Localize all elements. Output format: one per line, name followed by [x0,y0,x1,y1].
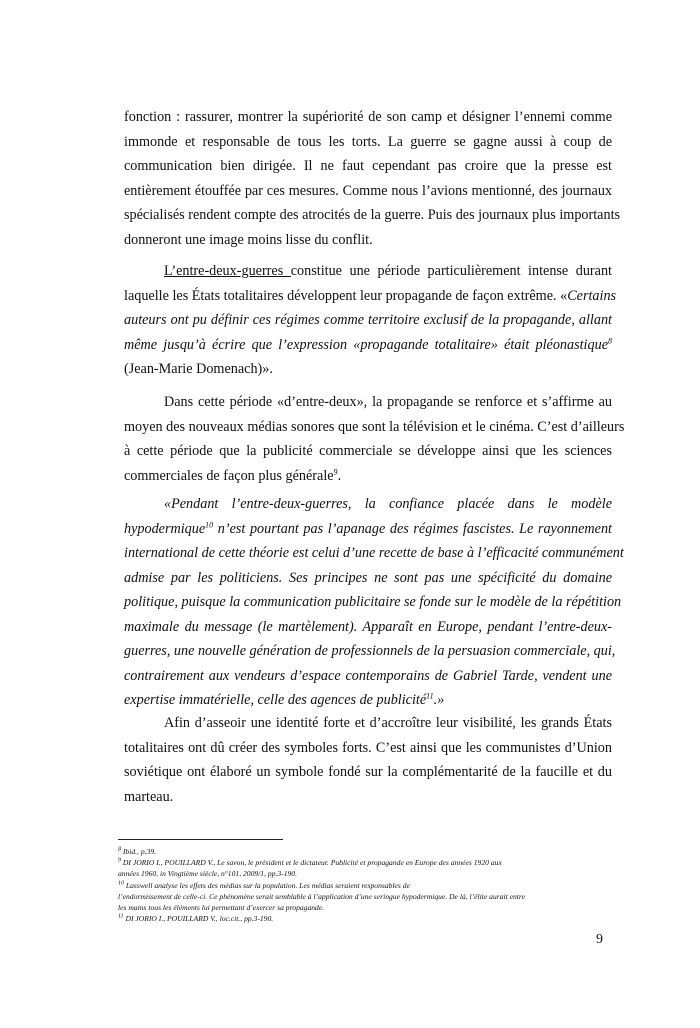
footnote-number: 9 [118,857,121,864]
text-line: moyen des nouveaux médias sonores que sont la télévision et le cinéma. C’est d’ailleurs [124,418,625,435]
quote-line: maximale du message (le martèlement). Apparaît en Europe, pendant l’entre-deux- [124,618,612,635]
footnote-ref: 9 [333,466,338,476]
footnote-text: DI JORIO I., POUILLARD V., loc.cit., pp.3-190. [125,914,274,924]
text-fragment: laquelle les États totalitaires développent leur propagande de façon extrême. « [124,287,568,304]
quote-line: contrairement aux vendeurs d’espace contemporains de Gabriel Tarde, vendent une [124,667,612,684]
underlined-term: L’entre-deux-guerres [164,263,291,279]
quote-line [124,688,612,713]
text-line: entièrement étouffée par ces mesures. Comme nous l’avions mentionné, des journaux [124,182,612,199]
footnote-number: 8 [118,846,121,853]
text-line [124,464,612,489]
quote-fragment: Certains [567,287,617,304]
text-line: totalitaires ont dû créer des symboles forts. C’est ainsi que les communistes d’Union [124,739,612,756]
footnote-text: Lasswell analyse les effets des médias sur la population. Les médias seraient responsables de [125,880,410,890]
footnote-10-cont: l’endormissement de celle-ci. Ce phénomène serait semblable à l’application d’une seringue hypodermique. De là, l’élite aurait entre [118,891,525,901]
paragraph-5 [124,711,612,809]
text-line: spécialisés rendent compte des atrocités de la guerre. Puis des journaux plus importants [124,207,621,223]
footnote-ref: 10 [205,519,214,529]
text-line [124,259,612,284]
quote-fragment: même jusqu’à écrire que l’expression «propagande totalitaire» était pléonastique [124,336,608,353]
quote-line: guerres, une nouvelle génération de professionnels de la persuasion commerciale, qui, [124,643,616,659]
footnote-9-cont: années 1960, in Vingtième siècle, n°101, 2009/1, pp.3-190. [118,869,297,879]
footnote-11 [118,913,618,924]
footnote-ref: 11 [426,691,434,701]
text-line: donneront une image moins lisse du conflit. [124,231,373,248]
text-line: immonde et responsable de tous les torts. La guerre se gagne aussi à coup de [124,133,612,150]
footnote-separator [118,839,283,840]
footnote-8 [118,846,618,857]
text-line: Dans cette période «d’entre-deux», la propagande se renforce et s’affirme au [164,394,612,410]
quote-fragment: expertise immatérielle, celle des agences de publicité [124,692,427,708]
text-line: soviétique ont élaboré un symbole fondé sur la complémentarité de la faucille et du [124,764,612,780]
footnote-number: 10 [118,880,124,887]
quote-line [124,517,612,542]
block-quote [124,492,624,713]
text-fragment: . [337,467,342,484]
page-number: 9 [596,932,603,947]
text-line: communication bien dirigée. Il ne faut cependant pas croire que la presse est [124,158,612,174]
footnote-text: DI JORIO I., POUILLARD V., Le savon, le président et le dictateur. Publicité et propagande en Europe des années 1920 aux [122,858,502,868]
paragraph-3 [124,390,625,488]
footnote-9 [118,857,618,868]
footnote-text: Ibid., p.39. [122,847,157,856]
text-line: fonction : rassurer, montrer la supériorité de son camp et désigner l’ennemi comme [124,109,612,125]
quote-line [124,333,612,358]
paragraph-1 [124,105,621,252]
text-line: (Jean-Marie Domenach)». [124,361,273,377]
text-line: à cette période que la publicité commerciale se développe ainsi que les sciences [124,443,612,459]
text-line [124,284,617,309]
text-fragment: constitue une période particulièrement intense durant [290,263,612,279]
quote-line: admise par les politiciens. Ses principes ne sont pas une spécificité du domaine [124,569,612,586]
quote-line: «Pendant l’entre-deux-guerres, la confiance placée dans le modèle [164,496,612,512]
paragraph-2 [124,259,617,382]
footnotes [118,846,618,924]
quote-line: international de cette théorie est celui d’une recette de base à l’efficacité communément [124,545,624,561]
footnote-10-cont: les mains tous les éléments lui permettant d’exercer sa propagande. [118,903,325,913]
quote-fragment: n’est pourtant pas l’apanage des régimes fascistes. Le rayonnement [213,520,612,537]
footnote-10 [118,880,618,891]
text-line: marteau. [124,788,174,805]
quote-fragment: .» [433,692,445,708]
text-fragment: commerciales de façon plus générale [124,467,334,484]
footnote-number: 11 [118,913,124,920]
quote-line: auteurs ont pu définir ces régimes comme territoire exclusif de la propagande, allant [124,312,612,328]
quote-fragment: hypodermique [124,520,206,537]
footnote-ref: 8 [608,335,612,345]
quote-line: politique, puisque la communication publicitaire se fonde sur le modèle de la répétition [124,594,622,610]
text-line: Afin d’asseoir une identité forte et d’accroître leur visibilité, les grands États [164,715,612,731]
